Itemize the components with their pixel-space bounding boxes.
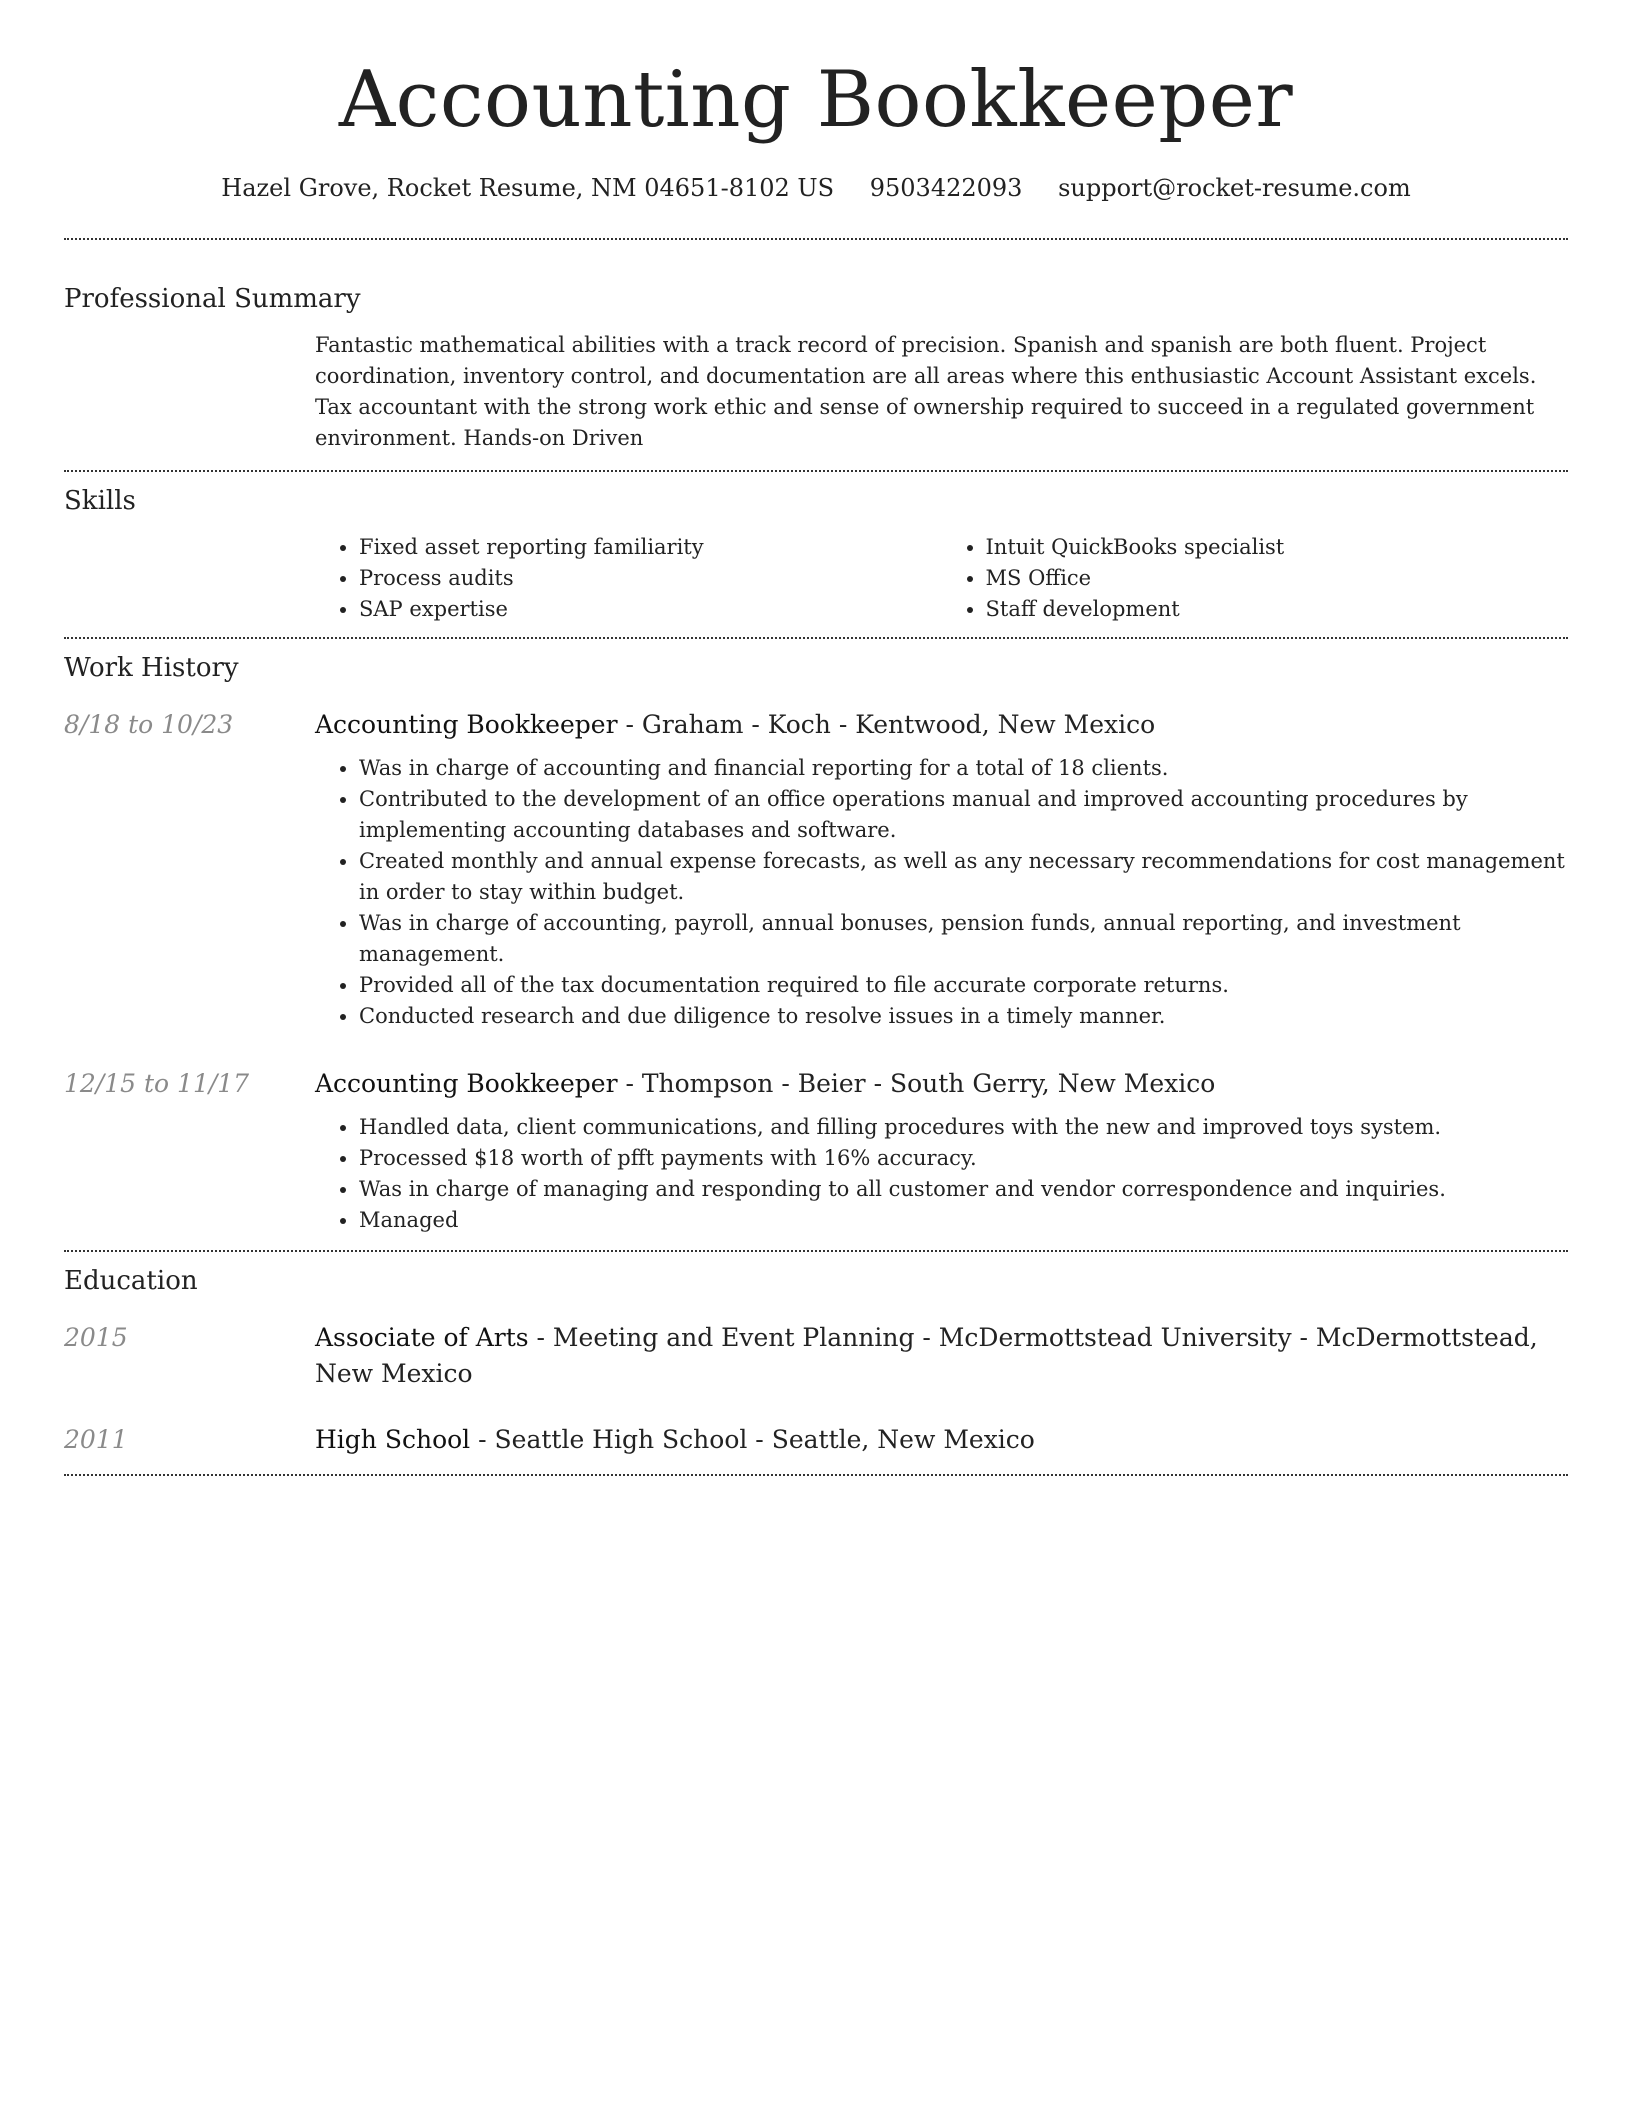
work-history-section [64,639,1568,1250]
skill-item: • Staff development [986,594,1569,625]
summary-section [64,240,1568,470]
skill-item: • Process audits [359,563,942,594]
job-bullet: • Handled data, client communications, and filling procedures with the new and improved toys system. [359,1112,1568,1143]
education-details: - Meeting and Event Planning - McDermottstead University - McDermottstead, New Mexico [315,1323,1538,1388]
education-year: 2011 [64,1425,128,1454]
job-bullet: • Was in charge of accounting, payroll, annual bonuses, pension funds, annual reporting, and investment management. [359,908,1568,970]
job-body [315,707,1568,1032]
section-title-skills: Skills [64,486,136,516]
education-body [315,1320,1568,1392]
skills-column-left [315,532,942,625]
skill-item: • SAP expertise [359,594,942,625]
education-body [315,1422,1568,1458]
education-degree: Associate of Arts [315,1323,529,1352]
skills-column-right [942,532,1569,625]
section-divider [64,1474,1568,1476]
job-employer: - Thompson - Beier - South Gerry, New Mexico [617,1069,1216,1098]
job-heading [315,1066,1568,1102]
section-title-summary: Professional Summary [64,284,361,314]
education-entry [64,1422,1568,1458]
job-entry [64,707,1568,1032]
contact-email: support@rocket-resume.com [1058,174,1411,202]
education-heading [315,1320,1568,1392]
education-year: 2015 [64,1323,128,1352]
job-bullet: • Was in charge of managing and responding to all customer and vendor correspondence and inquiries. [359,1174,1568,1205]
job-bullet: • Managed [359,1205,1568,1236]
job-bullet: • Was in charge of accounting and financial reporting for a total of 18 clients. [359,753,1568,784]
skill-item: • Intuit QuickBooks specialist [986,532,1569,563]
job-bullet: • Created monthly and annual expense forecasts, as well as any necessary recommendations for cost management in order to stay within budget. [359,846,1568,908]
job-dates: 8/18 to 10/23 [64,710,234,739]
job-bullets [315,753,1568,1032]
job-title: Accounting Bookkeeper [315,1069,618,1098]
resume-header [64,0,1568,204]
skill-item: • MS Office [986,563,1569,594]
education-entry [64,1320,1568,1392]
job-heading [315,707,1568,743]
job-bullet: • Conducted research and due diligence to resolve issues in a timely manner. [359,1001,1568,1032]
education-degree: High School [315,1425,471,1454]
section-title-work: Work History [64,653,239,683]
contact-line [64,172,1568,204]
job-dates: 12/15 to 11/17 [64,1069,250,1098]
job-body [315,1066,1568,1236]
job-title: Accounting Bookkeeper [315,710,618,739]
job-employer: - Graham - Koch - Kentwood, New Mexico [617,710,1156,739]
job-bullets [315,1112,1568,1236]
summary-text: Fantastic mathematical abilities with a track record of precision. Spanish and spanish are both fluent. Project coordination, inventory control, and documentation are all areas where this enthusiastic Account Assistant excels. Tax accountant with the strong work ethic and sense of ownership required to succeed in a regulated government environment. Hands-on Driven [315,333,1537,450]
education-details: - Seattle High School - Seattle, New Mexico [470,1425,1035,1454]
education-section [64,1252,1568,1474]
contact-address: Hazel Grove, Rocket Resume, NM 04651-8102 US [221,174,835,202]
skills-section [64,472,1568,637]
contact-phone: 9503422093 [869,174,1023,202]
job-bullet: • Processed $18 worth of pfft payments with 16% accuracy. [359,1143,1568,1174]
skills-list [315,532,1568,637]
job-entry [64,1066,1568,1236]
job-bullet: • Provided all of the tax documentation required to file accurate corporate returns. [359,970,1568,1001]
section-title-education: Education [64,1266,198,1296]
job-bullet: • Contributed to the development of an office operations manual and improved accounting procedures by implementing accounting databases and software. [359,784,1568,846]
education-heading [315,1422,1568,1458]
candidate-name: Accounting Bookkeeper [338,55,1294,145]
skill-item: • Fixed asset reporting familiarity [359,532,942,563]
